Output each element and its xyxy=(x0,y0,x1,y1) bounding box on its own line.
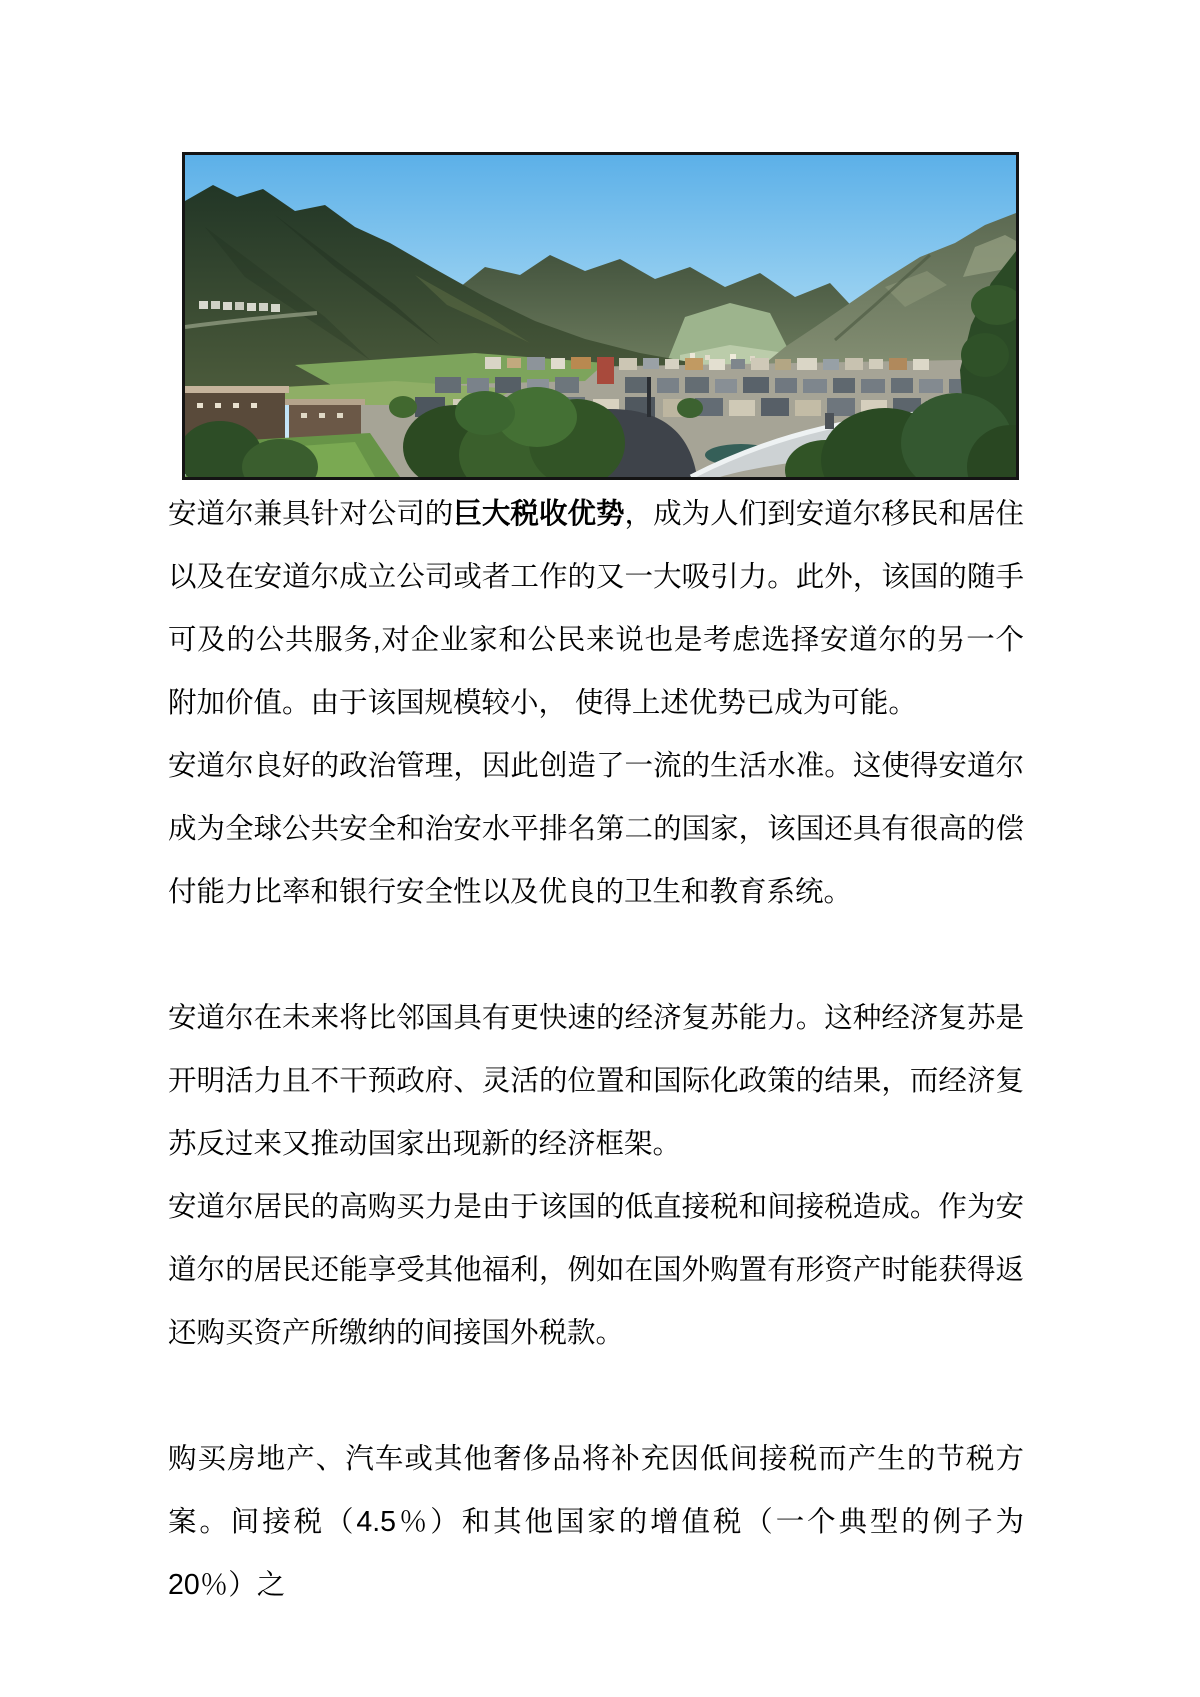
paragraph-text: 安道尔兼具针对公司的 xyxy=(168,498,454,530)
paragraph-governance: 安道尔良好的政治管理，因此创造了一流的生活水准。这使得安道尔成为全球公共安全和治安水平排名第二的国家，该国还具有很高的偿付能力比率和银行安全性以及优良的卫生和教育系统。 xyxy=(168,750,1024,908)
andorra-valley-photo xyxy=(182,152,1019,480)
paragraph-text: ，成为人们到安道尔移民和居住以及在安道尔成立公司或者工作的又一大吸引力。此外，该国的随手可及的公共服务,对企业家和公民来说也是考虑选择安道尔的另一个附加价值。由于该国规模较小， 使得上述优势已成为可能。 xyxy=(168,498,1024,719)
valley-photo-illustration xyxy=(185,155,1016,477)
blank-line xyxy=(168,924,1024,987)
bold-tax-advantage: 巨大税收优势 xyxy=(453,498,625,530)
antenna-pole xyxy=(647,377,651,417)
paragraph-indirect-tax: 购买房地产、汽车或其他奢侈品将补充因低间接税而产生的节税方案。间接税（4.5％）和其他国家的增值税（一个典型的例子为 20％）之 xyxy=(168,1443,1024,1601)
blank-line xyxy=(168,1365,1024,1428)
paragraph-tax-advantage xyxy=(168,483,1024,735)
paragraph-economic-recovery: 安道尔在未来将比邻国具有更快速的经济复苏能力。这种经济复苏是开明活力且不干预政府、灵活的位置和国际化政策的结果，而经济复苏反过来又推动国家出现新的经济框架。 xyxy=(168,1002,1024,1160)
article-body xyxy=(168,483,1024,1617)
paragraph-purchasing-power: 安道尔居民的高购买力是由于该国的低直接税和间接税造成。作为安道尔的居民还能享受其他福利，例如在国外购置有形资产时能获得返还购买资产所缴纳的间接国外税款。 xyxy=(168,1191,1024,1349)
